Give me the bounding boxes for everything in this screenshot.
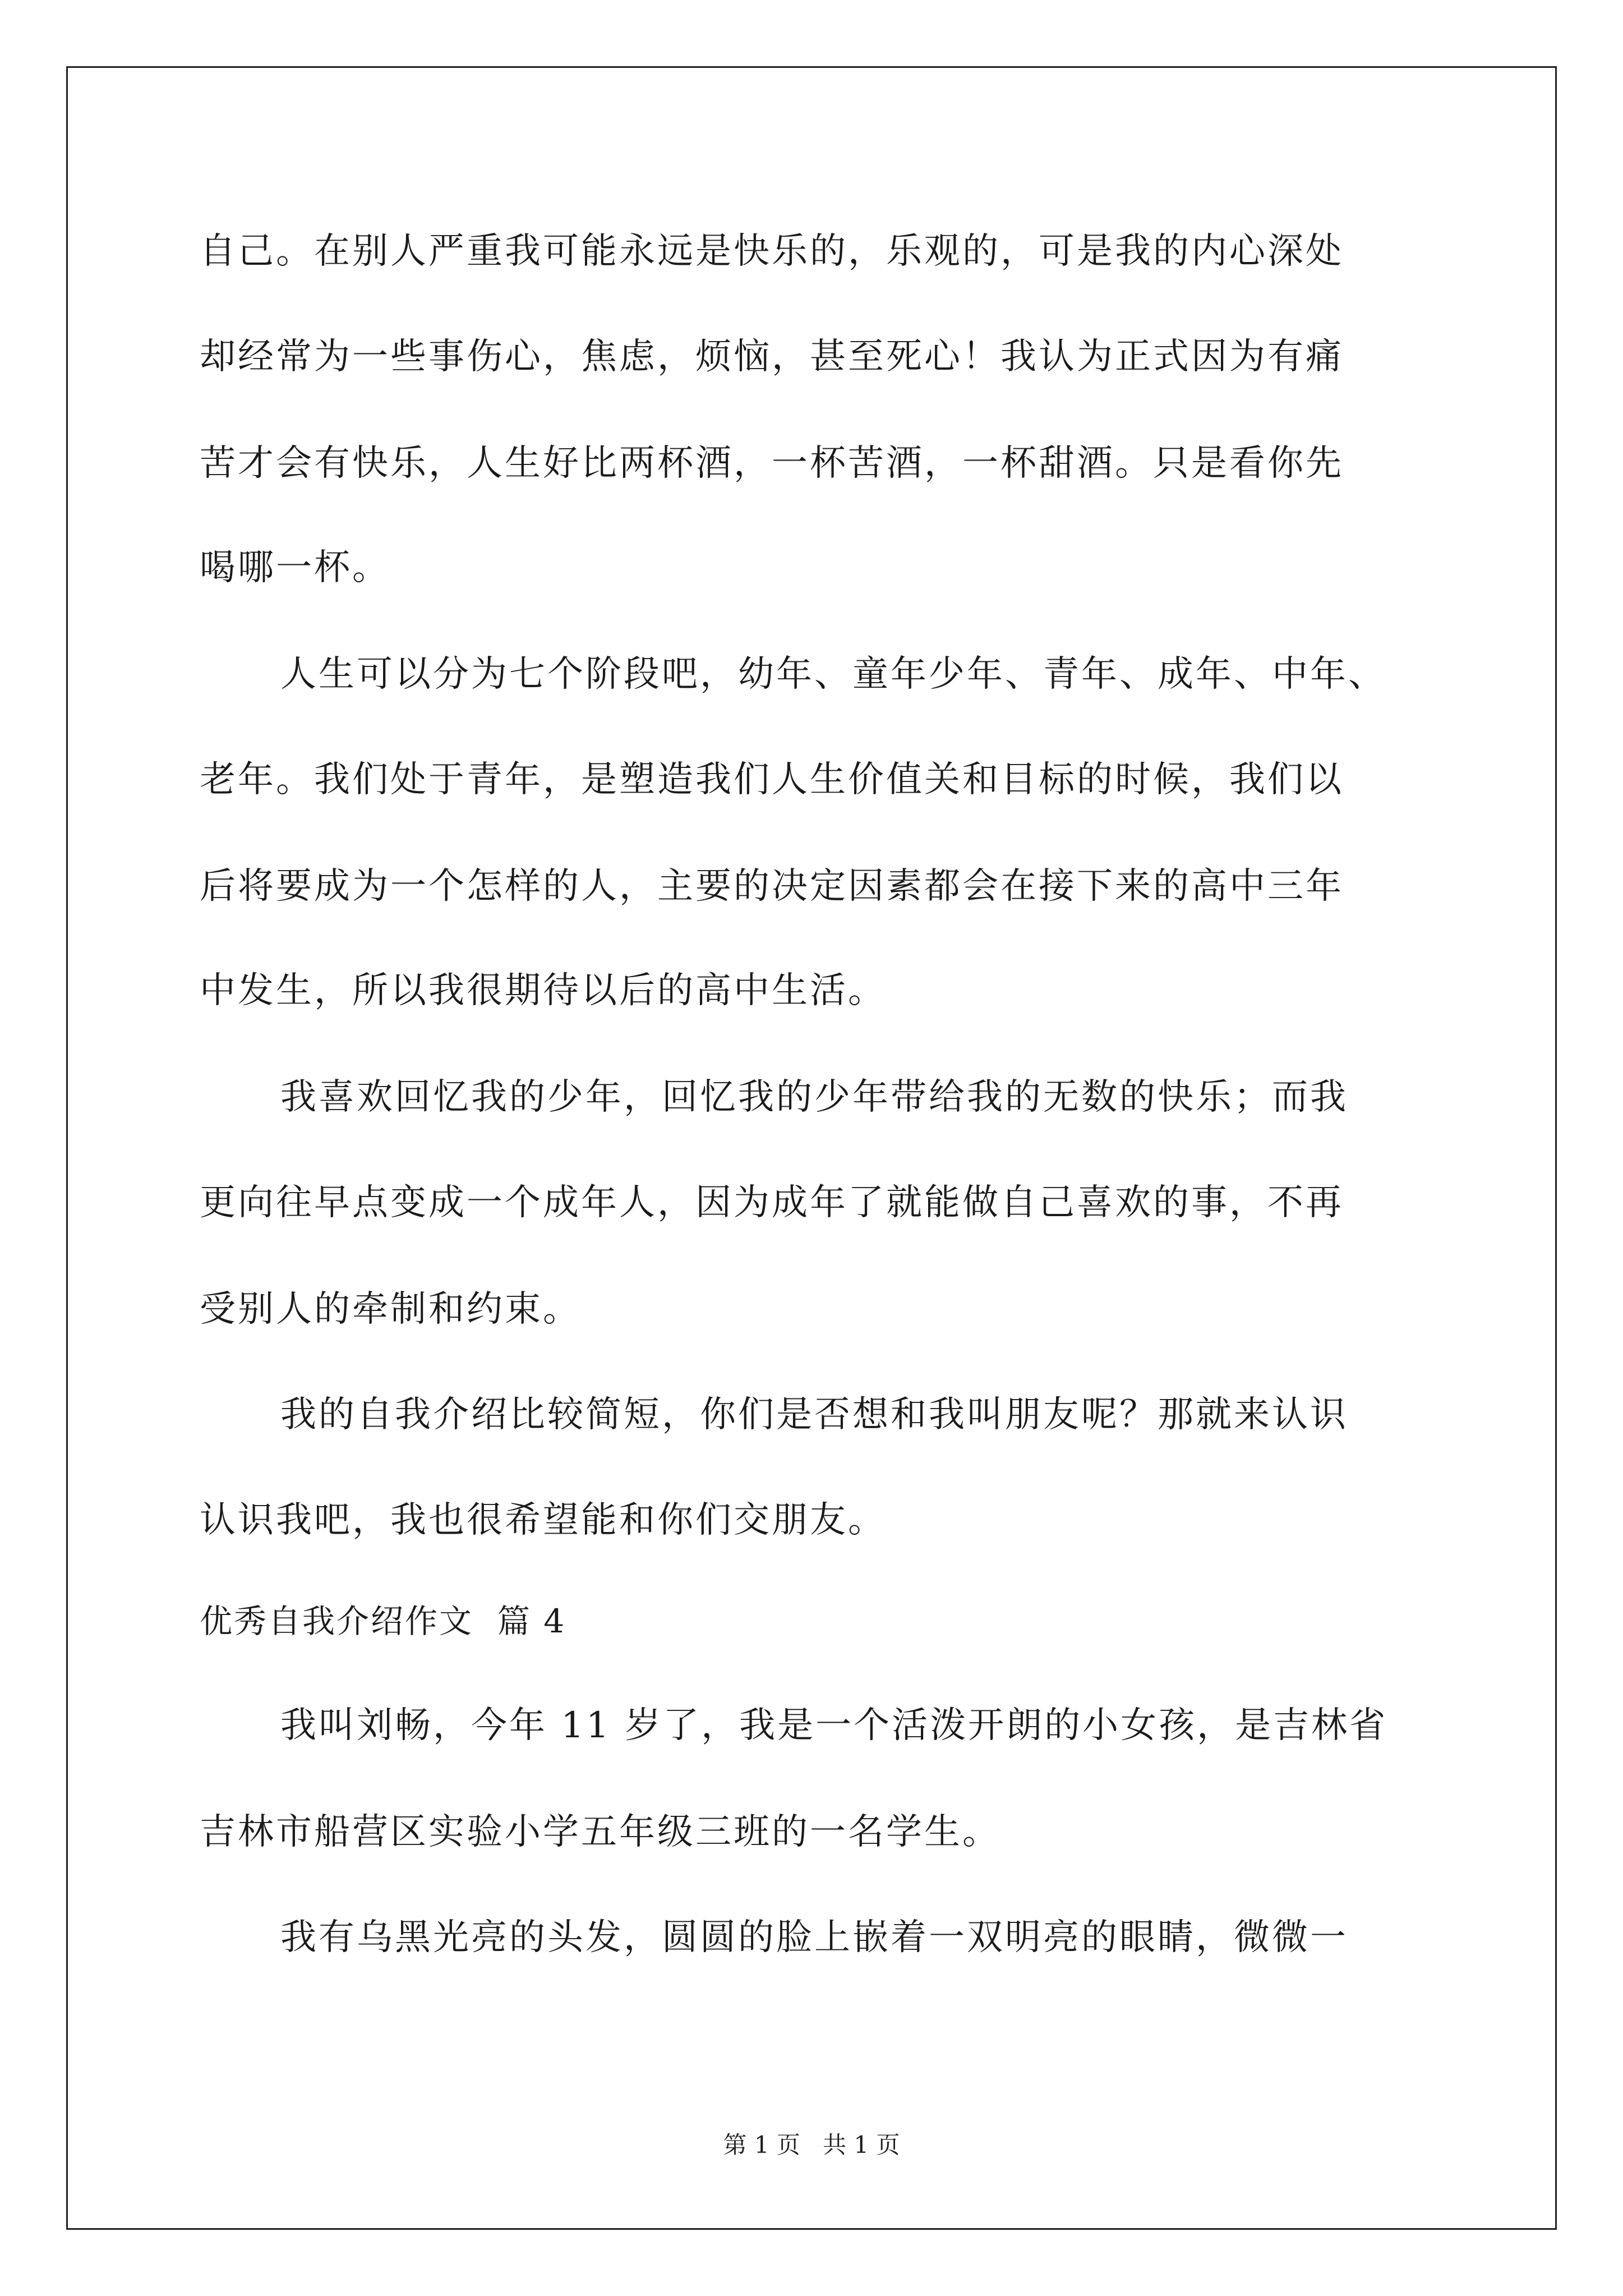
text-line: 自己。在别人严重我可能永远是快乐的，乐观的，可是我的内心深处 — [200, 231, 1344, 272]
section-heading: 优秀自我介绍作文 篇 4 — [200, 1602, 566, 1640]
page-border — [66, 66, 1557, 2230]
paragraph-first-line: 我叫刘畅，今年 11 岁了，我是一个活泼开朗的小女孩，是吉林省 — [280, 1705, 1388, 1746]
text-line: 却经常为一些事伤心，焦虑，烦恼，甚至死心！我认为正式因为有痛 — [200, 336, 1344, 378]
paragraph-first-line: 我喜欢回忆我的少年，回忆我的少年带给我的无数的快乐；而我 — [280, 1076, 1348, 1118]
paragraph-first-line: 我的自我介绍比较简短，你们是否想和我叫朋友呢？那就来认识 — [280, 1394, 1348, 1435]
text-line: 吉林市船营区实验小学五年级三班的一名学生。 — [200, 1811, 1000, 1853]
page-footer: 第 1 页 共 1 页 — [723, 2131, 900, 2159]
text-line: 老年。我们处于青年，是塑造我们人生价值关和目标的时候，我们以 — [200, 759, 1344, 800]
text-line: 更向往早点变成一个成年人，因为成年了就能做自己喜欢的事，不再 — [200, 1182, 1344, 1223]
text-line: 中发生，所以我很期待以后的高中生活。 — [200, 970, 886, 1011]
paragraph-first-line: 人生可以分为七个阶段吧，幼年、童年少年、青年、成年、中年、 — [280, 654, 1386, 695]
text-line: 认识我吧，我也很希望能和你们交朋友。 — [200, 1499, 886, 1541]
text-line: 受别人的牵制和约束。 — [200, 1289, 581, 1330]
paragraph-first-line: 我有乌黑光亮的头发，圆圆的脸上嵌着一双明亮的眼睛，微微一 — [280, 1917, 1348, 1958]
text-line: 后将要成为一个怎样的人，主要的决定因素都会在接下来的高中三年 — [200, 866, 1344, 907]
text-line: 苦才会有快乐，人生好比两杯酒，一杯苦酒，一杯甜酒。只是看你先 — [200, 443, 1344, 484]
text-line: 喝哪一杯。 — [200, 547, 390, 588]
